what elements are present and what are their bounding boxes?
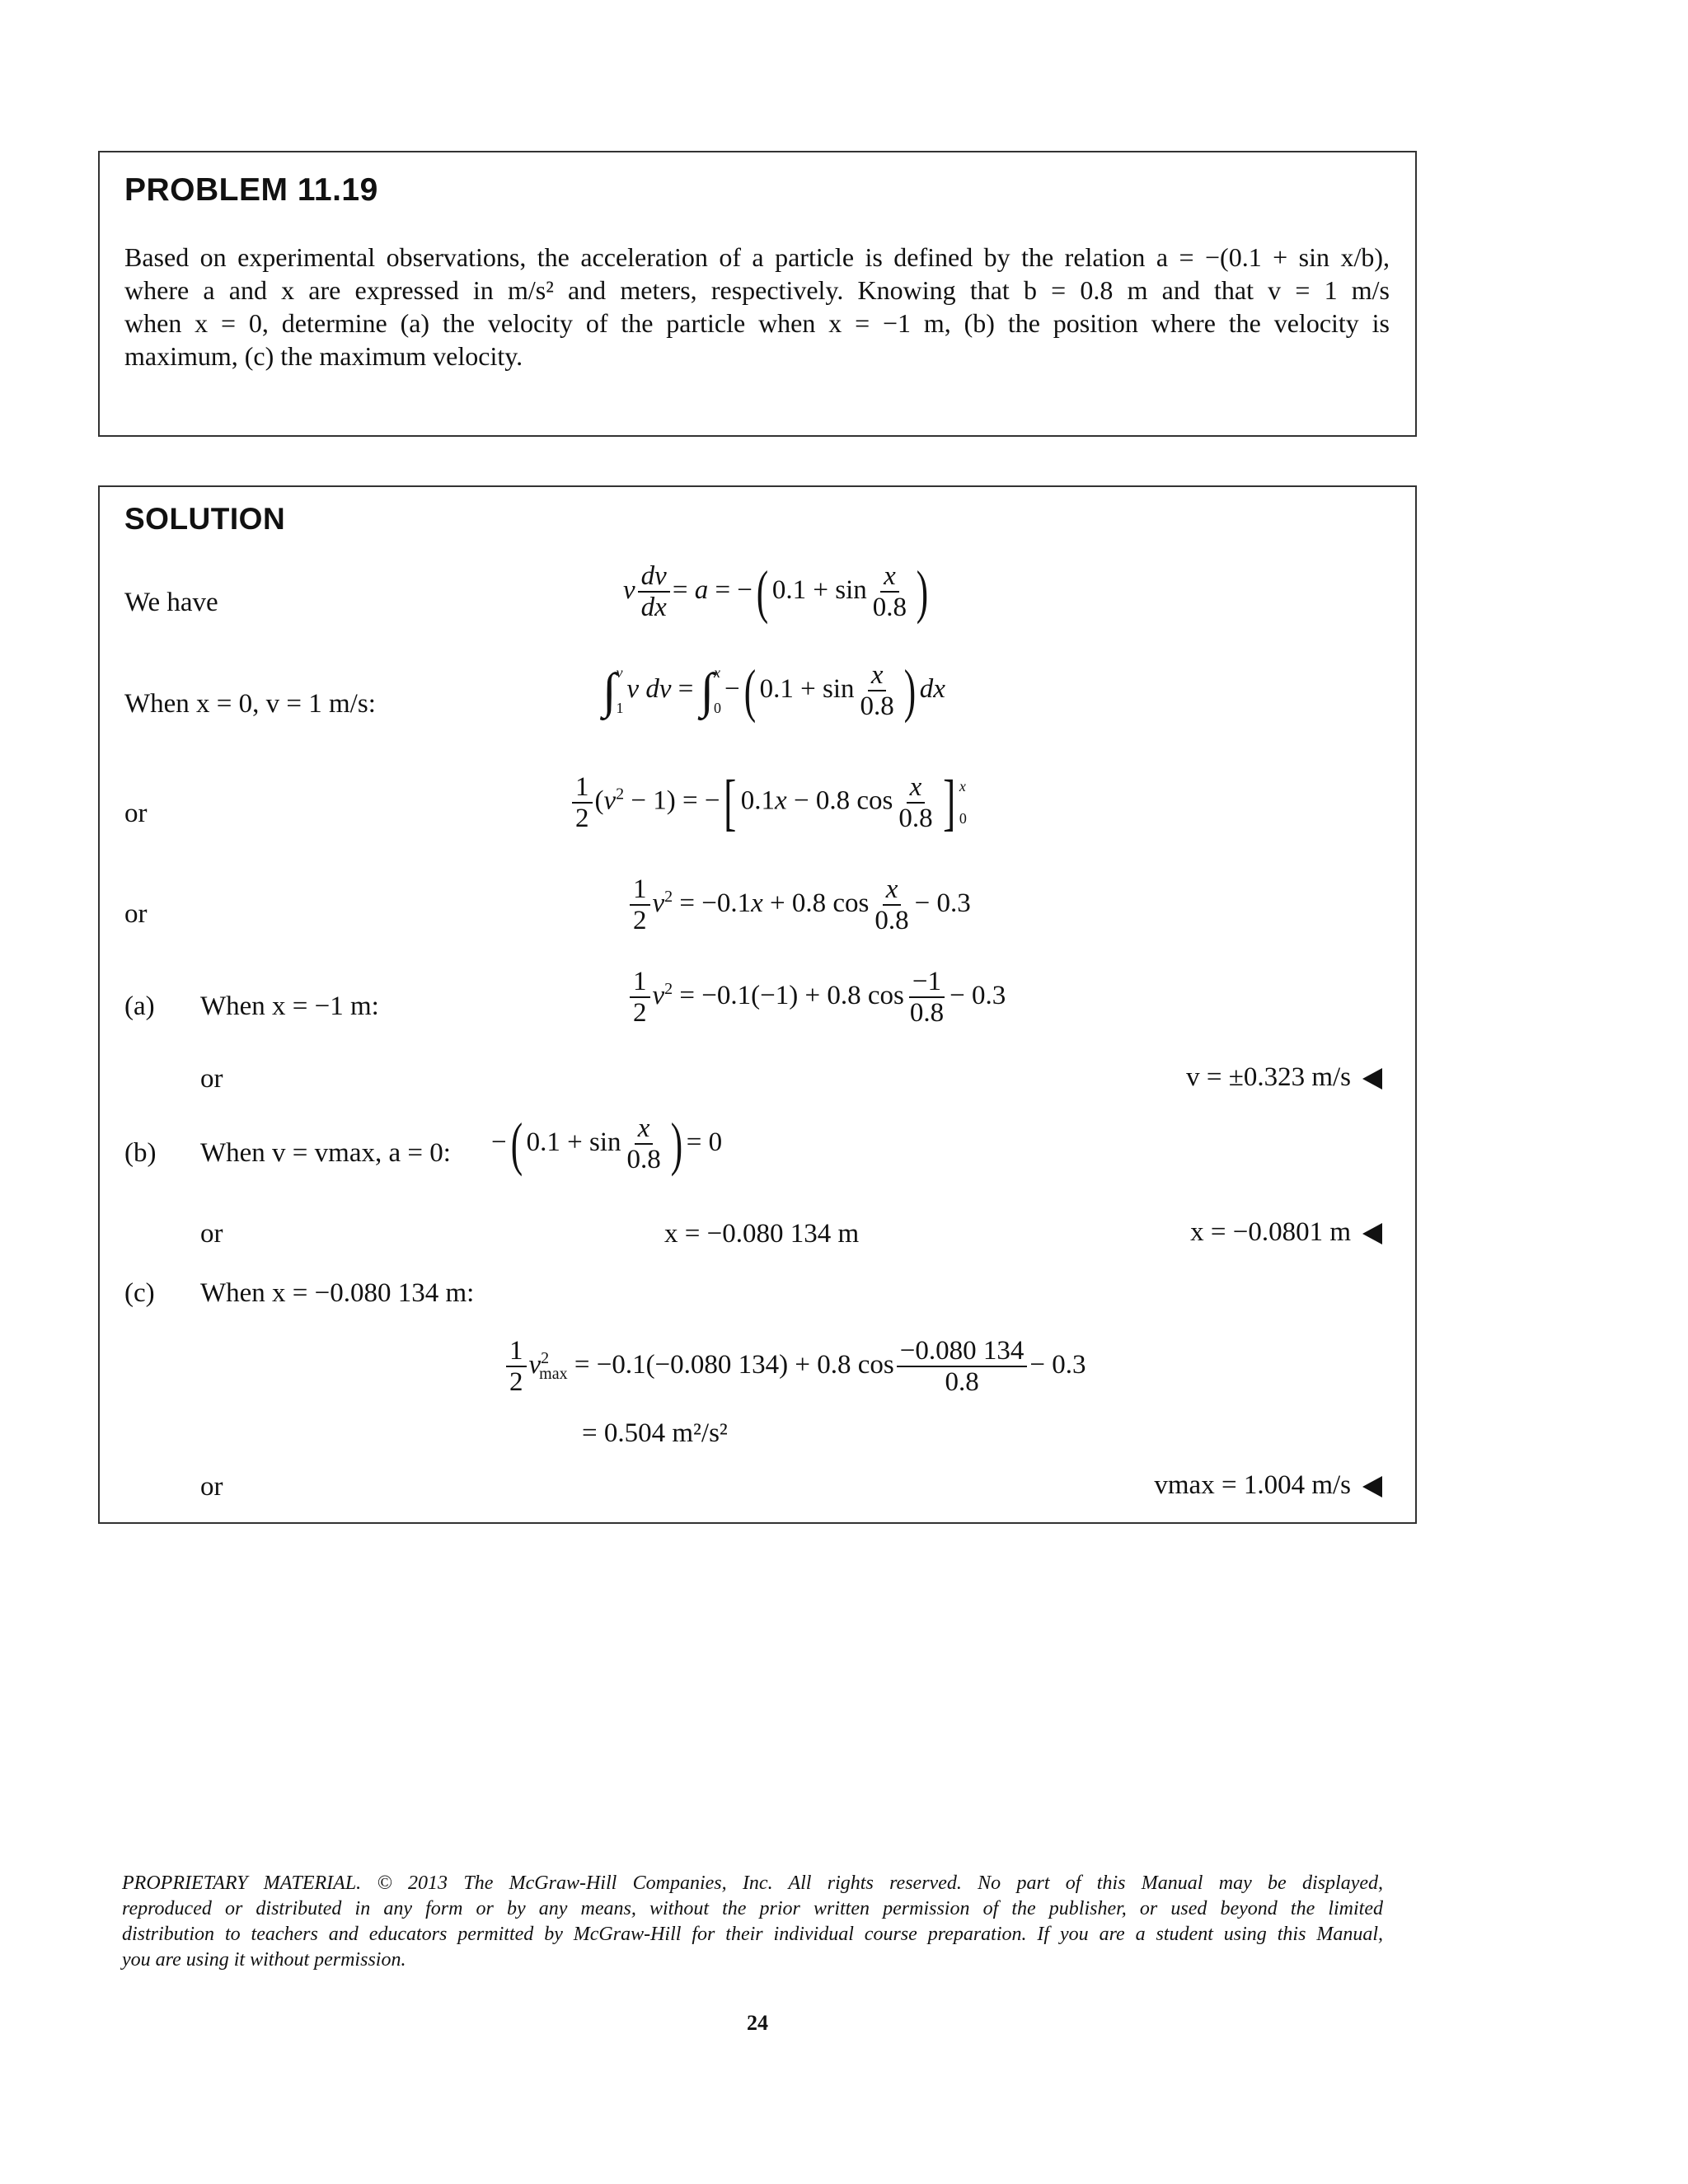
or-label-2: or: [124, 899, 148, 929]
solution-heading: SOLUTION: [124, 502, 286, 536]
part-a-answer-text: v = ±0.323 m/s: [1186, 1062, 1351, 1092]
equation-acceleration: v $\frac{dv}{dx}$ = a = −( 0.1 + sin $\frac{x}{0.8}$ ): [623, 559, 929, 626]
part-b-intermediate: x = −0.080 134 m: [664, 1219, 860, 1249]
part-c-answer: [1154, 1470, 1382, 1501]
page-number: 24: [747, 2011, 768, 2035]
answer-marker-icon: [1362, 1068, 1382, 1090]
problem-line-2: where a and x are expressed in m/s² and meters, respectively. Knowing that b = 0.8 m and that v = 1 m/s: [124, 275, 1390, 305]
initial-condition-label: When x = 0, v = 1 m/s:: [124, 689, 376, 719]
footer-line-3: distribution to teachers and educators permitted by McGraw-Hill for their individual course preparation. If you are a student using this Manual,: [122, 1924, 1383, 1945]
equation-part-b: −( 0.1 + sin $\frac{x}{0.8}$ ) = 0: [491, 1111, 723, 1178]
equation-velocity-squared: $\frac{1}{2}$ $v^2 = -0.1x + 0.8$ cos $\frac{x}{0.8}$ − 0.3: [627, 874, 971, 936]
or-label-4: or: [200, 1219, 223, 1249]
solution-box: [98, 485, 1417, 1524]
footer-line-1: PROPRIETARY MATERIAL. © 2013 The McGraw-Hill Companies, Inc. All rights reserved. No part of this Manual may be displayed,: [122, 1872, 1383, 1894]
part-b-label: (b): [124, 1138, 157, 1168]
equation-integrated: $\frac{1}{2}$ $(v^2 - 1)$ = −[ 0.1x − 0.8 cos $\frac{x}{0.8}$ ] x 0: [570, 771, 970, 834]
problem-heading: PROBLEM 11.19: [124, 172, 378, 208]
copyright-footer: [122, 1871, 1383, 1973]
footer-line-2: reproduced or distributed in any form or by any means, without the prior written permission of the publisher, or used beyond the limited: [122, 1898, 1383, 1919]
part-c-answer-text: vmax = 1.004 m/s: [1154, 1470, 1351, 1500]
part-b-answer: [1190, 1217, 1382, 1248]
part-a-answer: [1186, 1062, 1382, 1093]
footer-line-4: you are using it without permission.: [122, 1949, 406, 1971]
part-a-condition: When x = −1 m:: [200, 991, 379, 1021]
part-c-result: = 0.504 m²/s²: [582, 1418, 728, 1448]
part-a-label: (a): [124, 991, 155, 1021]
part-c-label: (c): [124, 1278, 155, 1308]
part-b-answer-text: x = −0.0801 m: [1190, 1217, 1351, 1247]
part-b-condition: When v = vmax, a = 0:: [200, 1138, 451, 1168]
or-label-3: or: [200, 1064, 223, 1094]
equation-part-a: $\frac{1}{2}$ $v^2 = -0.1(-1) + 0.8$ cos $\frac{-1}{0.8}$ − 0.3: [627, 967, 1006, 1029]
equation-integral: ∫ v 1 v dv = ∫ x 0 −( 0.1 + sin $\frac{x}{0.8}$ ) dx: [603, 658, 945, 724]
problem-box: [98, 151, 1417, 437]
problem-line-1: Based on experimental observations, the acceleration of a particle is defined by the relation a = −(0.1 + sin x/b),: [124, 242, 1390, 272]
equation-part-c: $\frac{1}{2}$ $v^2_{max} = -0.1(-0.080$ 134) + 0.8 cos $\frac{-0.080 134}{0.8}$ − 0.3: [504, 1336, 1086, 1398]
problem-line-4: maximum, (c) the maximum velocity.: [124, 341, 523, 371]
problem-line-3: when x = 0, determine (a) the velocity of the particle when x = −1 m, (b) the position where the velocity is: [124, 308, 1390, 338]
we-have-label: We have: [124, 588, 218, 617]
answer-marker-icon: [1362, 1223, 1382, 1244]
or-label-1: or: [124, 799, 148, 828]
answer-marker-icon: [1362, 1476, 1382, 1497]
part-c-condition: When x = −0.080 134 m:: [200, 1278, 475, 1308]
problem-statement: [124, 241, 1390, 373]
or-label-5: or: [200, 1472, 223, 1502]
